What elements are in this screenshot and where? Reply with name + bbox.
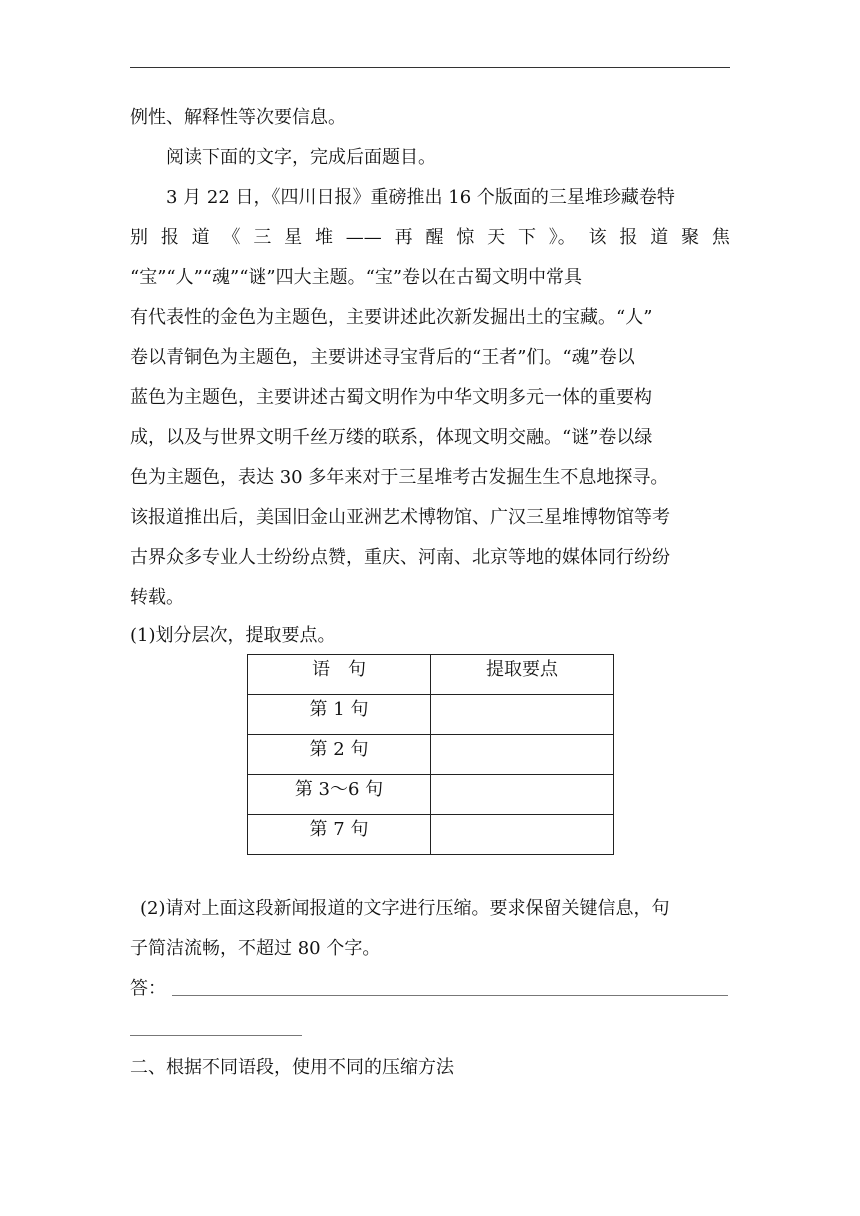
instruction-line: 阅读下面的文字，完成后面题目。 — [166, 147, 436, 168]
word: 惊 — [456, 227, 475, 248]
text-line-4-justified — [130, 226, 730, 250]
word: 《 — [222, 227, 241, 248]
key-points-table — [247, 654, 614, 855]
table-row — [248, 815, 614, 855]
word: 道 — [650, 227, 669, 248]
table-cell — [431, 735, 614, 775]
text-line-7: 卷以青铜色为主题色，主要讲述寻宝背后的“王者”们。“魂”卷以 — [130, 347, 635, 368]
word: 醒 — [425, 227, 444, 248]
word: 该 — [588, 227, 607, 248]
table-cell — [431, 775, 614, 815]
word: 堆 — [314, 227, 333, 248]
text-line-3: 3 月 22 日，《四川日报》重磅推出 16 个版面的三星堆珍藏卷特 — [166, 187, 675, 208]
word: 再 — [394, 227, 413, 248]
word: 焦 — [711, 227, 730, 248]
word: 别 — [130, 227, 148, 248]
answer-label: 答： — [130, 978, 166, 999]
table-cell: 第 2 句 — [248, 735, 431, 775]
text-line-12: 古界众多专业人士纷纷点赞，重庆、河南、北京等地的媒体同行纷纷 — [130, 547, 670, 568]
word: 聚 — [681, 227, 700, 248]
word: 三 — [253, 227, 272, 248]
table-header-cell: 语 句 — [248, 655, 431, 695]
table-cell: 第 3～6 句 — [248, 775, 431, 815]
table-cell: 第 1 句 — [248, 695, 431, 735]
text-line-11: 该报道推出后，美国旧金山亚洲艺术博物馆、广汉三星堆博物馆等考 — [130, 507, 670, 528]
text-line-9: 成，以及与世界文明千丝万缕的联系，体现文明交融。“谜”卷以绿 — [130, 427, 653, 448]
word: 报 — [619, 227, 638, 248]
answer-blank-line[interactable] — [172, 995, 728, 996]
word: 星 — [284, 227, 303, 248]
word: 道 — [191, 227, 210, 248]
table-cell: 第 7 句 — [248, 815, 431, 855]
question-2-cont: 子简洁流畅，不超过 80 个字。 — [130, 938, 381, 959]
question-2: (2)请对上面这段新闻报道的文字进行压缩。要求保留关键信息，句 — [140, 898, 670, 919]
text-line-13: 转载。 — [130, 587, 184, 608]
word: 》。 — [548, 227, 576, 248]
table-row — [248, 775, 614, 815]
header-rule — [130, 67, 730, 68]
text-line-6: 有代表性的金色为主题色，主要讲述此次新发掘出土的宝藏。“人” — [130, 307, 653, 328]
section-heading: 二、根据不同语段，使用不同的压缩方法 — [130, 1057, 454, 1078]
word: 报 — [160, 227, 179, 248]
answer-blank-line[interactable] — [130, 1035, 302, 1036]
text-line-8: 蓝色为主题色，主要讲述古蜀文明作为中华文明多元一体的重要构 — [130, 387, 652, 408]
text-line-5: “宝”“人”“魂”“谜”四大主题。“宝”卷以在古蜀文明中常具 — [130, 267, 583, 288]
question-1: (1)划分层次，提取要点。 — [130, 625, 336, 646]
table-cell — [431, 815, 614, 855]
word: —— — [345, 227, 382, 248]
table-header-row — [248, 655, 614, 695]
table-row — [248, 695, 614, 735]
word: 天 — [487, 227, 506, 248]
table-cell — [431, 695, 614, 735]
text-line-1: 例性、解释性等次要信息。 — [130, 107, 346, 128]
table-row — [248, 735, 614, 775]
word: 下 — [517, 227, 536, 248]
table-header-cell: 提取要点 — [431, 655, 614, 695]
text-line-10: 色为主题色，表达 30 多年来对于三星堆考古发掘生生不息地探寻。 — [130, 467, 669, 488]
